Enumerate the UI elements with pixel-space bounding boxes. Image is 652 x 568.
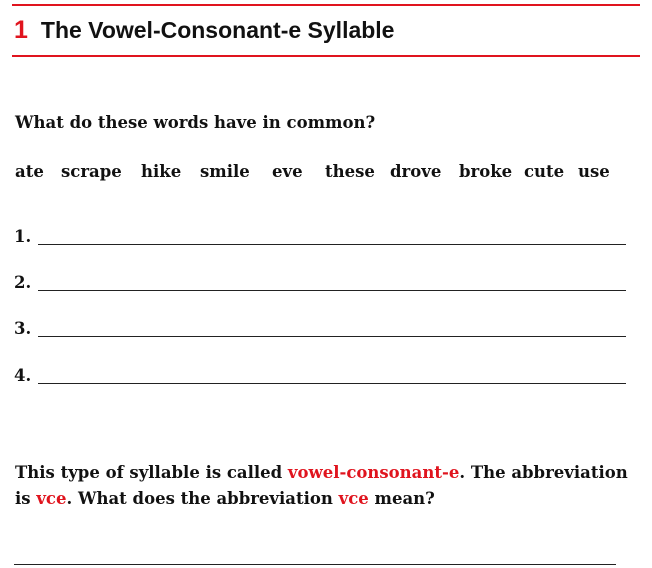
- header-top-rule: [12, 4, 640, 6]
- word-item: scrape: [61, 162, 122, 181]
- answer-line-2[interactable]: [38, 290, 626, 291]
- highlighted-term: vowel-consonant-e: [287, 463, 460, 482]
- answer-label-3: 3.: [14, 319, 32, 338]
- answer-label-1: 1.: [14, 227, 32, 246]
- answer-line-3[interactable]: [38, 336, 626, 337]
- word-item: broke: [459, 162, 513, 181]
- lesson-heading: [14, 14, 394, 46]
- answer-line-final[interactable]: [14, 564, 616, 565]
- paragraph-text: This type of syllable is called: [15, 463, 288, 482]
- answer-line-1[interactable]: [38, 244, 626, 245]
- answer-line-4[interactable]: [38, 383, 626, 384]
- word-item: eve: [272, 162, 303, 181]
- word-item: use: [578, 162, 610, 181]
- header-bottom-rule: [12, 55, 640, 57]
- word-item: drove: [390, 162, 442, 181]
- answer-label-2: 2.: [14, 273, 32, 292]
- lesson-number: 1: [14, 15, 28, 44]
- word-item: smile: [200, 162, 250, 181]
- word-item: these: [325, 162, 375, 181]
- lesson-title: The Vowel-Consonant-e Syllable: [40, 16, 395, 43]
- highlighted-abbreviation: vce: [338, 489, 369, 508]
- definition-paragraph: [15, 460, 635, 512]
- answer-label-4: 4.: [14, 366, 32, 385]
- word-item: ate: [15, 162, 44, 181]
- highlighted-abbreviation: vce: [36, 489, 67, 508]
- paragraph-text: mean?: [368, 489, 435, 508]
- word-item: hike: [141, 162, 182, 181]
- question-text: What do these words have in common?: [15, 113, 376, 132]
- word-item: cute: [524, 162, 565, 181]
- paragraph-text: . What does the abbreviation: [66, 489, 339, 508]
- paragraph-text: . The abbreviation is: [15, 463, 628, 508]
